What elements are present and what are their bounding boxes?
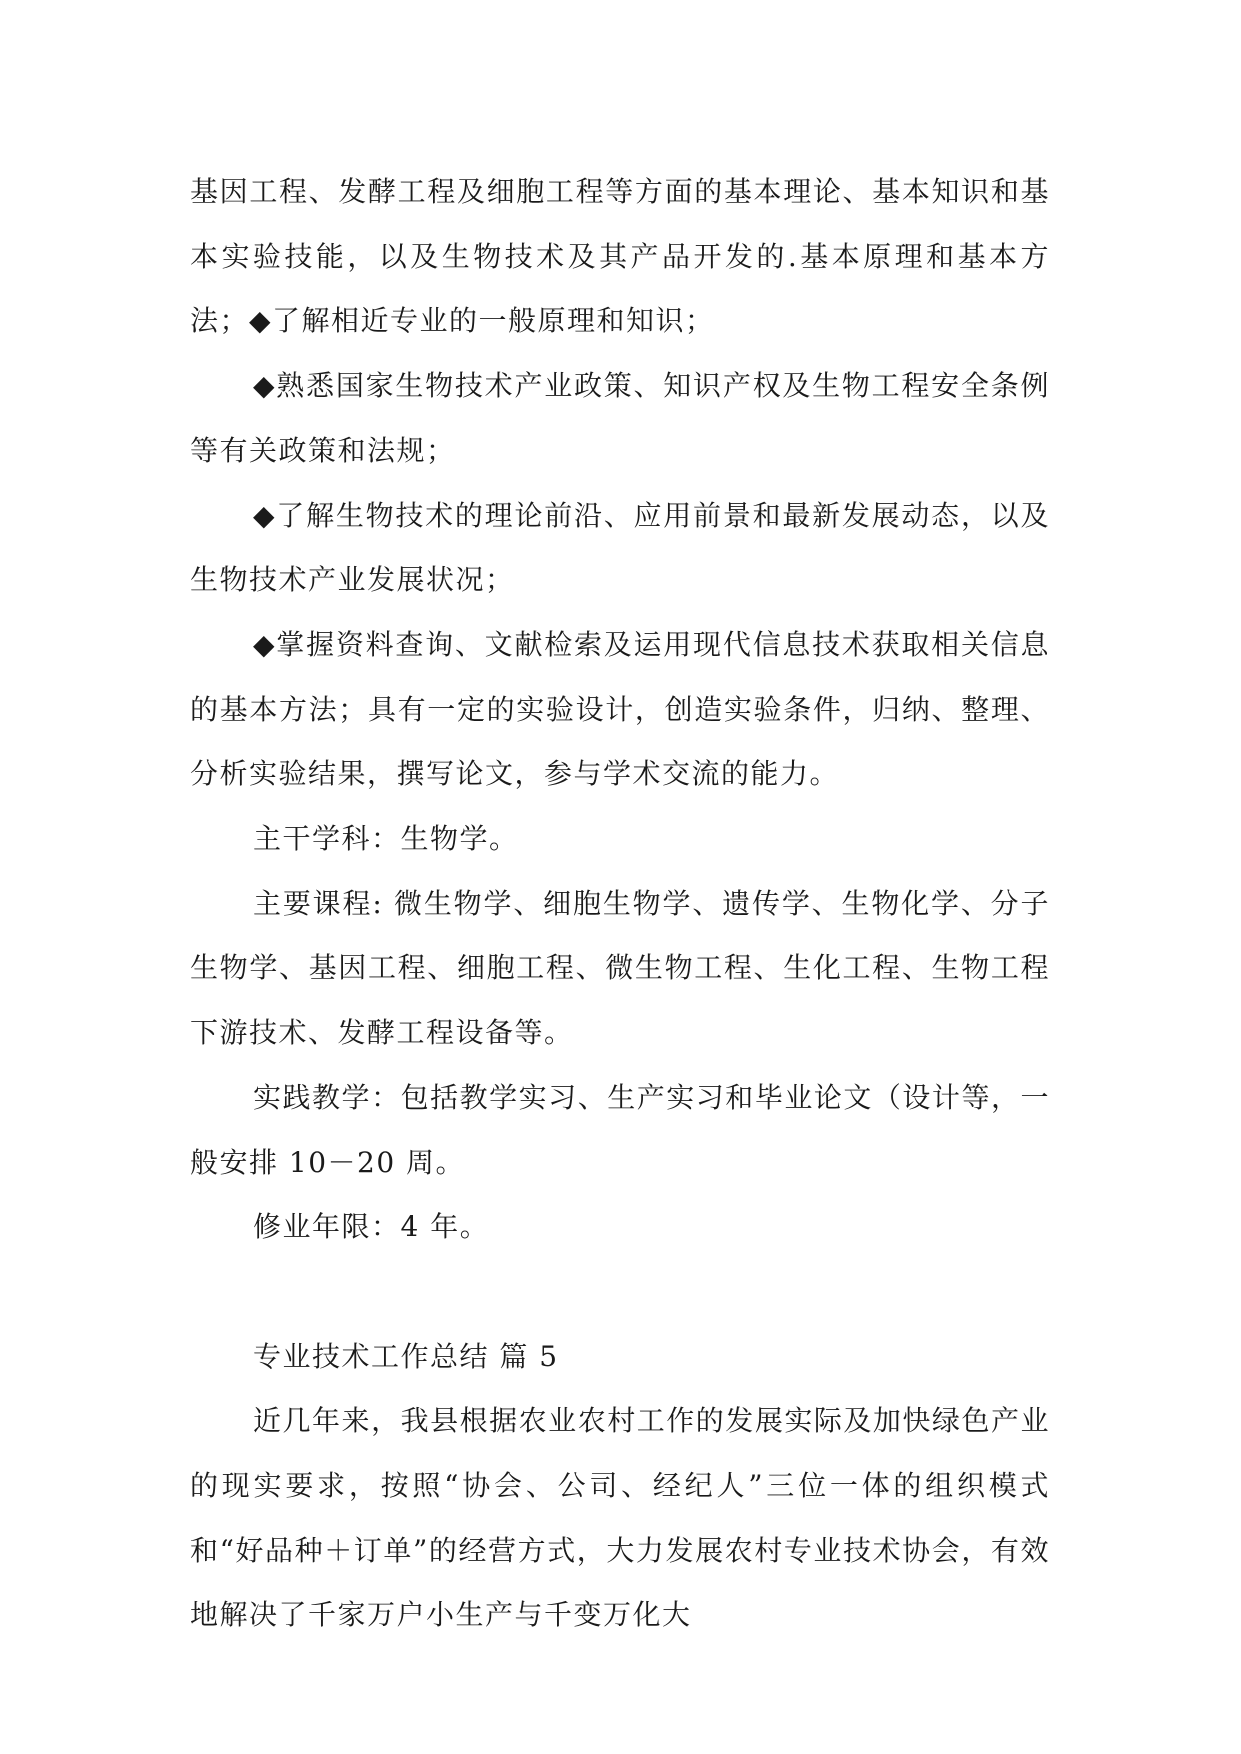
paragraph-main-discipline: 主干学科：生物学。 bbox=[253, 822, 519, 856]
blank-line bbox=[190, 1260, 1050, 1325]
document-body bbox=[190, 160, 1050, 1648]
section-title: 专业技术工作总结 篇 5 bbox=[253, 1339, 559, 1373]
paragraph-main-courses: 主要课程: 微生物学、细胞生物学、遗传学、生物化学、分子生物学、基因工程、细胞工程、微生物工程、生化工程、生物工程下游技术、发酵工程设备等。 bbox=[190, 886, 1050, 1050]
paragraph-duration: 修业年限：4 年。 bbox=[253, 1210, 490, 1244]
paragraph-continuation: 基因工程、发酵工程及细胞工程等方面的基本理论、基本知识和基本实验技能，以及生物技术及其产品开发的.基本原理和基本方法；◆了解相近专业的一般原理和知识； bbox=[190, 175, 1050, 338]
paragraph-policy: ◆熟悉国家生物技术产业政策、知识产权及生物工程安全条例等有关政策和法规； bbox=[190, 369, 1050, 467]
section-paragraph: 近几年来，我县根据农业农村工作的发展实际及加快绿色产业的现实要求，按照“协会、公司、经纪人”三位一体的组织模式和“好品种＋订单”的经营方式，大力发展农村专业技术协会，有效地解决了千家万户小生产与千变万化大 bbox=[190, 1404, 1050, 1632]
paragraph-skills: ◆掌握资料查询、文献检索及运用现代信息技术获取相关信息的基本方法；具有一定的实验设计，创造实验条件，归纳、整理、分析实验结果，撰写论文，参与学术交流的能力。 bbox=[190, 627, 1050, 791]
paragraph-practice: 实践教学：包括教学实习、生产实习和毕业论文（设计等，一般安排 10－20 周。 bbox=[190, 1080, 1050, 1179]
paragraph-frontier: ◆了解生物技术的理论前沿、应用前景和最新发展动态，以及生物技术产业发展状况； bbox=[190, 498, 1050, 597]
